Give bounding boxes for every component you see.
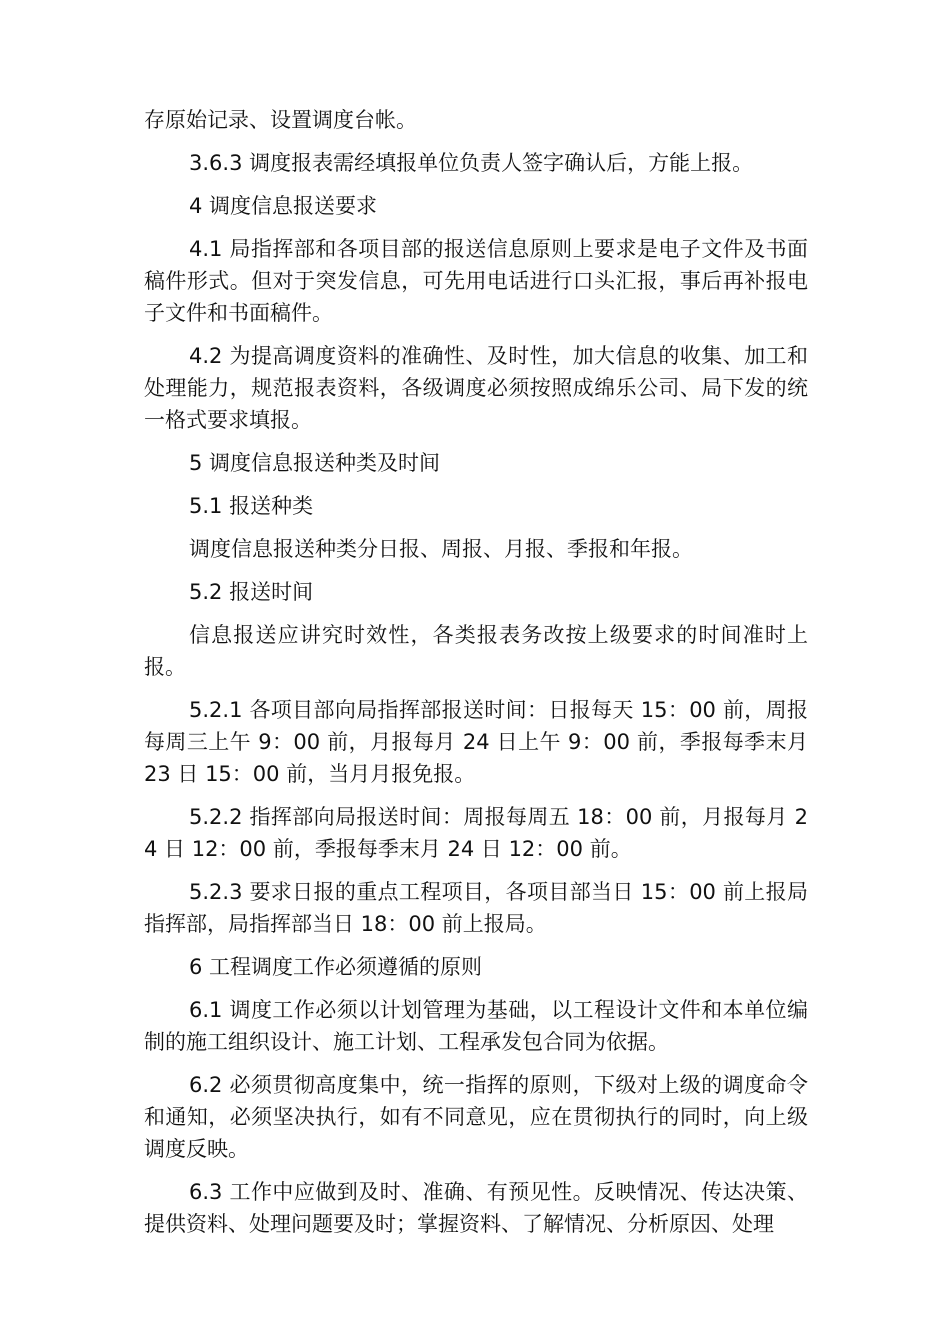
paragraph-5-2-1: 5.2.1 各项目部向局指挥部报送时间：日报每天 15：00 前，周报每周三上午 9：00 前，月报每月 24 日上午 9：00 前，季报每季末月 23 日 15：00 前，当月月报免报。 bbox=[144, 698, 808, 786]
section-heading-5: 5 调度信息报送种类及时间 bbox=[189, 451, 441, 475]
paragraph-4-1: 4.1 局指挥部和各项目部的报送信息原则上要求是电子文件及书面稿件形式。但对于突发信息，可先用电话进行口头汇报，事后再补报电子文件和书面稿件。 bbox=[144, 237, 808, 325]
paragraph-report-timeliness: 信息报送应讲究时效性，各类报表务改按上级要求的时间准时上报。 bbox=[144, 623, 808, 679]
paragraph-continuation: 存原始记录、设置调度台帐。 bbox=[144, 108, 417, 132]
paragraph-5-2-2: 5.2.2 指挥部向局报送时间：周报每周五 18：00 前，月报每月 24 日 12：00 前，季报每季末月 24 日 12：00 前。 bbox=[144, 805, 808, 861]
section-heading-6: 6 工程调度工作必须遵循的原则 bbox=[189, 955, 483, 979]
subsection-heading-5-1: 5.1 报送种类 bbox=[189, 494, 314, 518]
paragraph-6-3: 6.3 工作中应做到及时、准确、有预见性。反映情况、传达决策、提供资料、处理问题要及时；掌握资料、了解情况、分析原因、处理 bbox=[144, 1180, 808, 1236]
paragraph-5-2-3: 5.2.3 要求日报的重点工程项目，各项目部当日 15：00 前上报局指挥部，局指挥部当日 18：00 前上报局。 bbox=[144, 880, 808, 936]
section-heading-4: 4 调度信息报送要求 bbox=[189, 194, 378, 218]
paragraph-6-2: 6.2 必须贯彻高度集中，统一指挥的原则，下级对上级的调度命令和通知，必须坚决执行，如有不同意见，应在贯彻执行的同时，向上级调度反映。 bbox=[144, 1073, 808, 1161]
subsection-heading-5-2: 5.2 报送时间 bbox=[189, 580, 314, 604]
document-body bbox=[144, 104, 808, 1251]
paragraph-3-6-3: 3.6.3 调度报表需经填报单位负责人签字确认后，方能上报。 bbox=[189, 151, 754, 175]
paragraph-6-1: 6.1 调度工作必须以计划管理为基础，以工程设计文件和本单位编制的施工组织设计、施工计划、工程承发包合同为依据。 bbox=[144, 998, 808, 1054]
paragraph-report-types: 调度信息报送种类分日报、周报、月报、季报和年报。 bbox=[189, 537, 693, 561]
paragraph-4-2: 4.2 为提高调度资料的准确性、及时性，加大信息的收集、加工和处理能力，规范报表资料，各级调度必须按照成绵乐公司、局下发的统一格式要求填报。 bbox=[144, 344, 808, 432]
